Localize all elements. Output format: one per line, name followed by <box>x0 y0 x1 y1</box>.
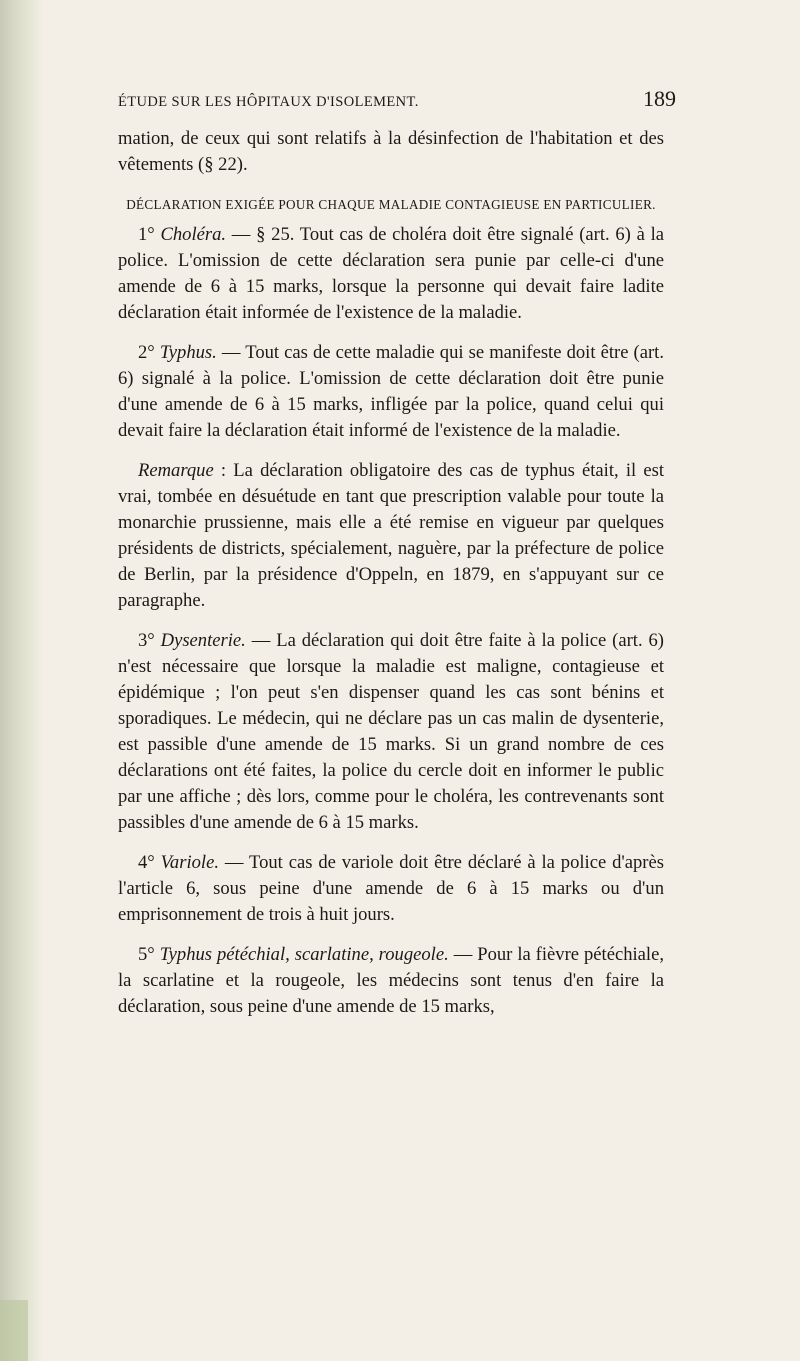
item-text: — Pour la fièvre pétéchiale, la scarlatine et la rougeole, les médecins sont tenus d'en faire la déclaration, sous peine d'une amende de 15 marks, <box>118 944 664 1017</box>
item-remarque <box>118 458 664 614</box>
item-title: Variole. <box>160 852 219 873</box>
running-header <box>118 86 676 112</box>
item-number: 2° <box>138 342 155 363</box>
item-text: — Tout cas de variole doit être déclaré à la police d'après l'article 6, sous peine d'une amende de 6 à 15 marks ou d'un emprisonnement de trois à huit jours. <box>118 852 664 925</box>
item-title: Choléra. <box>160 224 227 245</box>
book-spine-edge <box>0 0 44 1361</box>
running-title: ÉTUDE SUR LES HÔPITAUX D'ISOLEMENT. <box>118 94 419 110</box>
item-variole <box>118 850 664 928</box>
item-title: Typhus pétéchial, scarlatine, rougeole. <box>159 944 449 965</box>
item-cholera <box>118 222 664 326</box>
page-number: 189 <box>643 86 676 111</box>
item-number: 5° <box>138 944 155 965</box>
item-dysenterie <box>118 628 664 836</box>
item-text: — § 25. Tout cas de choléra doit être signalé (art. 6) à la police. L'omission de cette déclaration sera punie par celle-ci d'une amende de 6 à 15 marks, lorsque la personne qui devait faire ladite déclaration était informée de l'existence de la maladie. <box>118 224 664 323</box>
item-text: — La déclaration qui doit être faite à la police (art. 6) n'est nécessaire que lorsque la maladie est maligne, contagieuse et épidémique ; l'on peut s'en dispenser quand les cas sont bénins et sporadiques. Le médecin, qui ne déclare pas un cas malin de dysenterie, est passible d'une amende de 15 marks. Si un grand nombre de ces déclarations ont été faites, la police du cercle doit en informer le public par une affiche ; dès lors, comme pour le choléra, les contrevenants sont passibles d'une amende de 6 à 15 marks. <box>118 630 664 833</box>
item-typhus-petechial <box>118 942 664 1020</box>
page-edge-stain <box>0 1300 28 1361</box>
item-typhus <box>118 340 664 444</box>
intro-paragraph: mation, de ceux qui sont relatifs à la désinfection de l'habitation et des vêtements (§ 22). <box>118 128 664 175</box>
item-number: 4° <box>138 852 155 873</box>
item-text: : La déclaration obligatoire des cas de typhus était, il est vrai, tombée en désuétude en tant que prescription valable pour toute la monarchie prussienne, mais elle a été remise en vigueur par quelques présidents de districts, spécialement, naguère, par la préfecture de police de Berlin, par la présidence d'Oppeln, en 1879, en s'appuyant sur ce paragraphe. <box>118 460 664 611</box>
section-heading: DÉCLARATION EXIGÉE POUR CHAQUE MALADIE CONTAGIEUSE EN PARTICULIER. <box>126 197 656 212</box>
item-title: Remarque <box>138 460 214 481</box>
item-text: — Tout cas de cette maladie qui se manifeste doit être (art. 6) signalé à la police. L'omission de cette déclaration doit être punie d'une amende de 6 à 15 marks, infligée par la police, quand celui qui devait faire la déclaration était informé de l'existence de la maladie. <box>118 342 664 441</box>
item-number: 3° <box>138 630 155 651</box>
item-title: Typhus. <box>159 342 217 363</box>
item-title: Dysenterie. <box>160 630 246 651</box>
book-page <box>118 86 676 1020</box>
item-number: 1° <box>138 224 155 245</box>
